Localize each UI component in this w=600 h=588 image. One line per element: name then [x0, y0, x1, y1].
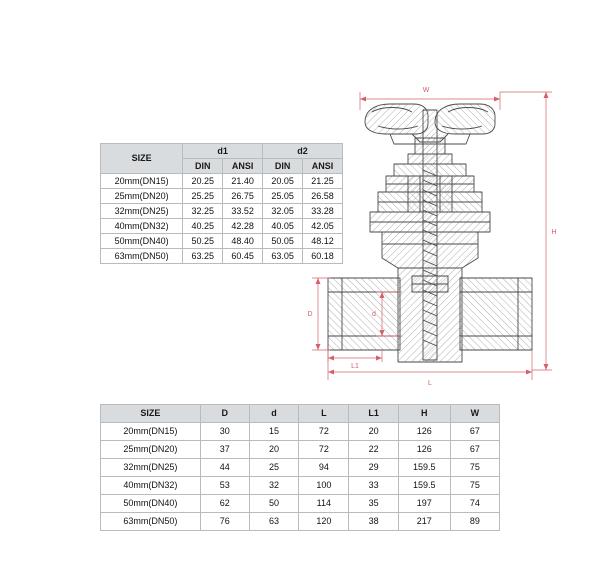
- cell-d: 50: [249, 495, 298, 513]
- cell-L: 100: [299, 477, 349, 495]
- table-row: [101, 423, 500, 441]
- table-row: [101, 441, 500, 459]
- col-header-d1-din: DIN: [183, 159, 223, 174]
- cell-d1-din: 32.25: [183, 204, 223, 219]
- cell-d2-din: 40.05: [263, 219, 303, 234]
- cell-d1-ansi: 33.52: [223, 204, 263, 219]
- col-header-d2-din: DIN: [263, 159, 303, 174]
- cell-d2-ansi: 48.12: [303, 234, 343, 249]
- cell-size: 40mm(DN32): [101, 219, 183, 234]
- cell-W: 74: [450, 495, 499, 513]
- cell-d1-din: 63.25: [183, 249, 223, 264]
- cell-H: 126: [398, 423, 450, 441]
- cell-L: 94: [299, 459, 349, 477]
- col-header-L: L: [299, 405, 349, 423]
- cell-W: 67: [450, 441, 499, 459]
- cell-L1: 35: [349, 495, 398, 513]
- gate-valve-section-drawing: [290, 80, 590, 390]
- cell-d1-din: 20.25: [183, 174, 223, 189]
- table-row: [101, 459, 500, 477]
- cell-d1-ansi: 21.40: [223, 174, 263, 189]
- cell-L: 114: [299, 495, 349, 513]
- cell-d1-ansi: 26.75: [223, 189, 263, 204]
- cell-d2-ansi: 21.25: [303, 174, 343, 189]
- cell-size: 20mm(DN15): [101, 174, 183, 189]
- cell-size: 50mm(DN40): [101, 495, 201, 513]
- cell-L: 120: [299, 513, 349, 531]
- cell-H: 159.5: [398, 477, 450, 495]
- cell-d1-ansi: 42.28: [223, 219, 263, 234]
- cell-d: 25: [249, 459, 298, 477]
- dim-label-h: H: [551, 229, 557, 236]
- cell-d1-ansi: 60.45: [223, 249, 263, 264]
- col-header-d2-ansi: ANSI: [303, 159, 343, 174]
- cell-H: 159.5: [398, 459, 450, 477]
- cell-size: 40mm(DN32): [101, 477, 201, 495]
- cell-size: 32mm(DN25): [101, 459, 201, 477]
- cell-L1: 20: [349, 423, 398, 441]
- dim-label-l: L: [428, 380, 432, 387]
- cell-D: 30: [200, 423, 249, 441]
- cell-W: 75: [450, 477, 499, 495]
- col-header-W: W: [450, 405, 499, 423]
- cell-size: 32mm(DN25): [101, 204, 183, 219]
- cell-d: 20: [249, 441, 298, 459]
- cell-size: 63mm(DN50): [101, 513, 201, 531]
- table-row: [101, 513, 500, 531]
- cell-W: 75: [450, 459, 499, 477]
- cell-L1: 22: [349, 441, 398, 459]
- table-header-row: [101, 405, 500, 423]
- col-header-d: d: [249, 405, 298, 423]
- cell-H: 217: [398, 513, 450, 531]
- cell-W: 67: [450, 423, 499, 441]
- cell-D: 44: [200, 459, 249, 477]
- cell-D: 76: [200, 513, 249, 531]
- cell-d2-din: 50.05: [263, 234, 303, 249]
- col-header-size: SIZE: [101, 144, 183, 174]
- col-header-D: D: [200, 405, 249, 423]
- dim-label-d-inner: d: [372, 311, 376, 318]
- cell-d2-din: 25.05: [263, 189, 303, 204]
- table-row: [101, 495, 500, 513]
- cell-D: 53: [200, 477, 249, 495]
- col-header-d2: d2: [263, 144, 343, 159]
- cell-d1-din: 25.25: [183, 189, 223, 204]
- cell-d2-ansi: 42.05: [303, 219, 343, 234]
- table-body: [101, 423, 500, 531]
- col-header-H: H: [398, 405, 450, 423]
- cell-size: 20mm(DN15): [101, 423, 201, 441]
- cell-size: 25mm(DN20): [101, 189, 183, 204]
- cell-d1-ansi: 48.40: [223, 234, 263, 249]
- cell-L1: 33: [349, 477, 398, 495]
- cell-D: 37: [200, 441, 249, 459]
- col-header-d1-ansi: ANSI: [223, 159, 263, 174]
- cell-d: 63: [249, 513, 298, 531]
- cell-size: 25mm(DN20): [101, 441, 201, 459]
- table-row: [101, 477, 500, 495]
- cell-d2-ansi: 26.58: [303, 189, 343, 204]
- cell-d1-din: 40.25: [183, 219, 223, 234]
- cell-size: 63mm(DN50): [101, 249, 183, 264]
- col-header-L1: L1: [349, 405, 398, 423]
- cell-d2-ansi: 60.18: [303, 249, 343, 264]
- cell-W: 89: [450, 513, 499, 531]
- cell-H: 197: [398, 495, 450, 513]
- cell-D: 62: [200, 495, 249, 513]
- cell-L1: 29: [349, 459, 398, 477]
- cell-d: 15: [249, 423, 298, 441]
- dim-label-l1: L1: [351, 363, 359, 370]
- cell-H: 126: [398, 441, 450, 459]
- cell-d2-din: 63.05: [263, 249, 303, 264]
- cell-d1-din: 50.25: [183, 234, 223, 249]
- cell-L: 72: [299, 441, 349, 459]
- cell-L: 72: [299, 423, 349, 441]
- table-head: [101, 405, 500, 423]
- cell-d: 32: [249, 477, 298, 495]
- overall-dimension-table: [100, 404, 500, 531]
- col-header-d1: d1: [183, 144, 263, 159]
- cell-d2-din: 32.05: [263, 204, 303, 219]
- dim-label-w: W: [422, 87, 430, 94]
- cell-size: 50mm(DN40): [101, 234, 183, 249]
- cell-d2-ansi: 33.28: [303, 204, 343, 219]
- col-header-size: SIZE: [101, 405, 201, 423]
- dim-label-d-outer: D: [307, 311, 313, 318]
- cell-L1: 38: [349, 513, 398, 531]
- cell-d2-din: 20.05: [263, 174, 303, 189]
